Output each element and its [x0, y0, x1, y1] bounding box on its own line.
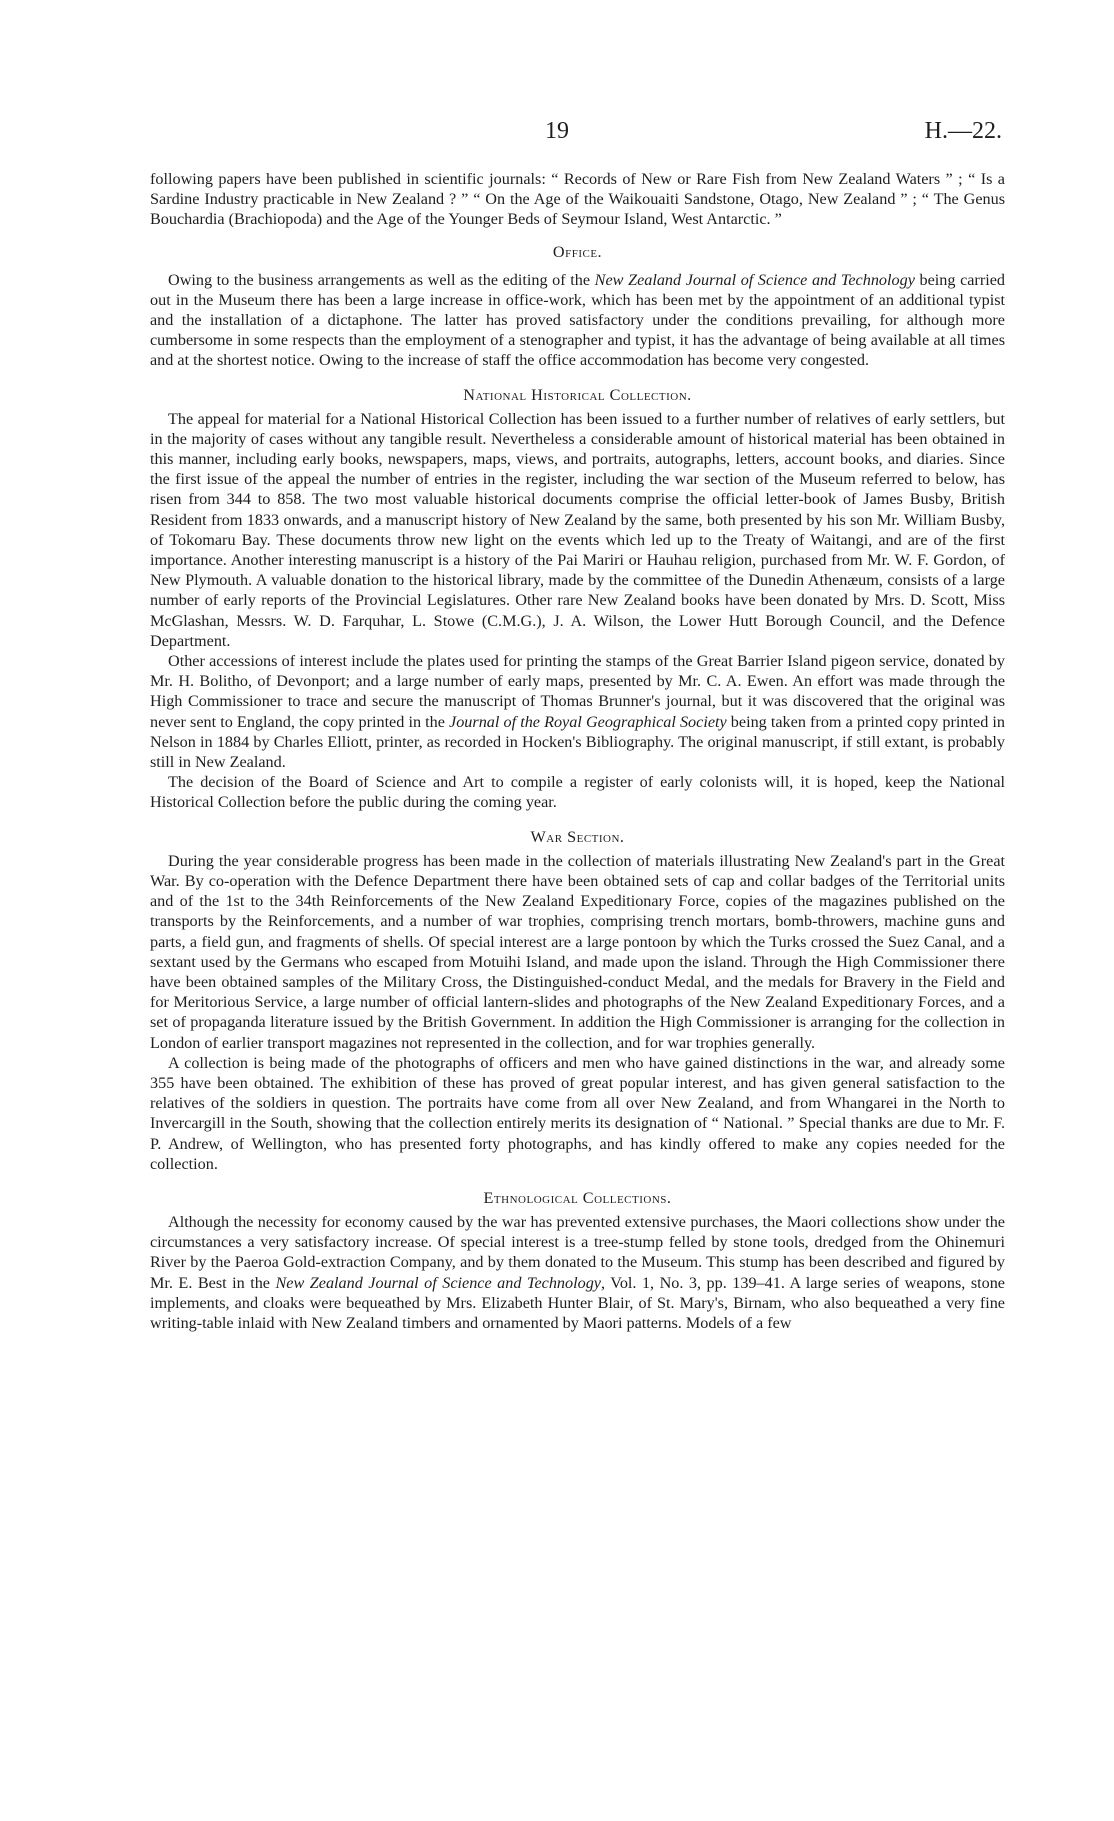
office-paragraph [150, 270, 1005, 371]
war-heading: War Section. [530, 827, 625, 846]
text-column [150, 169, 1005, 1333]
national-p2-end: being taken from a printed copy printed in Nelson in 1884 by Charles Elliott, printer, as recorded in Hocken's Bibliography. The original manuscript, if still extant, is probably still in New Zealand. [150, 712, 1005, 772]
national-p2-journal: Journal of the Royal Geographical Society [449, 712, 727, 731]
office-journal-title: New Zealand Journal of Science and Technology [594, 270, 915, 289]
national-paragraph-3: The decision of the Board of Science and Art to compile a register of early colonists will, it is hoped, keep the National Historical Collection before the public during the coming year. [150, 773, 1005, 812]
ethnological-paragraph [150, 1212, 1005, 1333]
ethno-text-end: , Vol. 1, No. 3, pp. 139–41. A large series of weapons, stone implements, and cloaks were bequeathed by Mrs. Elizabeth Hunter Blair, of St. Mary's, Birnam, who also bequeathed a very fine writing-table inlaid with New Zealand timbers and ornamented by Maori patterns. Models of a few [150, 1273, 1005, 1332]
ethno-text-start: Although the necessity for economy caused by the war has prevented extensive purchases, the Maori collections show under the circumstances a very satisfactory increase. Of special interest is a tree-stump felled by stone tools, dredged from the Ohinemuri River by the Paeroa Gold-extraction Company, and by them donated to the Museum. This stump has been described and figured by Mr. E. Best in the [150, 1212, 1005, 1292]
ethno-journal-title: New Zealand Journal of Science and Technology [275, 1273, 601, 1292]
office-text-start: Owing to the business arrangements as well as the editing of the [168, 270, 595, 289]
national-paragraph-2 [150, 651, 1005, 772]
document-reference: H.—22. [924, 118, 1002, 144]
ethnological-heading: Ethnological Collections. [483, 1188, 672, 1207]
national-heading: National Historical Collection. [463, 385, 692, 404]
page-number: 19 [545, 118, 569, 144]
office-text-end: being carried out in the Museum there has been a large increase in office-work, which has been met by the appointment of an additional typist and the installation of a dictaphone. The latter has proved satisfactory under the conditions prevailing, for although more cumbersome in some respects than the employment of a stenographer and typist, it has the advantage of being available at all times and at the shortest notice. Owing to the increase of staff the office accommodation has become very congested. [150, 270, 1005, 370]
office-heading: Office. [552, 242, 603, 261]
war-paragraph-1: During the year considerable progress has been made in the collection of materials illustrating New Zealand's part in the Great War. By co-operation with the Defence Department there have been obtained sets of cap and collar badges of the Territorial units and of the 1st to the 34th Reinforcements of the New Zealand Expeditionary Force, copies of the magazines published on the transports by the Reinforcements, and a number of war trophies, comprising trench mortars, bomb-throwers, machine guns and parts, a field gun, and fragments of shells. Of special interest are a large pontoon by which the Turks crossed the Suez Canal, and a sextant used by the Germans who escaped from Motuihi Island, and made upon the island. Through the High Commissioner there have been obtained samples of the Military Cross, the Distinguished-conduct Medal, and the medals for Bravery in the Field and for Meritorious Service, a large number of official lantern-slides and photographs of the New Zealand Expeditionary Forces, and a set of propaganda literature issued by the British Government. In addition the High Commissioner is arranging for the collection in London of earlier transport magazines not represented in the collection, and for war trophies generally. [150, 851, 1005, 1052]
national-p2-start: Other accessions of interest include the plates used for printing the stamps of the Great Barrier Island pigeon service, donated by Mr. H. Bolitho, of Devonport; and a large number of early maps, presented by Mr. C. A. Ewen. An effort was made through the High Commissioner to trace and secure the manuscript of Thomas Brunner's journal, but it was discovered that the original was never sent to England, the copy printed in the [150, 652, 1005, 731]
war-paragraph-2: A collection is being made of the photographs of officers and men who have gained distinctions in the war, and already some 355 have been obtained. The exhibition of these has proved of great popular interest, and has given general satisfaction to the relatives of the soldiers in question. The portraits have come from all over New Zealand, and from Whangarei in the North to Invercargill in the South, showing that the collection entirely merits its designation of “ National. ” Special thanks are due to Mr. F. P. Andrew, of Wellington, who has presented forty photographs, and has kindly offered to make any copies needed for the collection. [150, 1053, 1005, 1173]
intro-paragraph: following papers have been published in scientific journals: “ Records of New or Rare Fish from New Zealand Waters ” ; “ Is a Sardine Industry practicable in New Zealand ? ” “ On the Age of the Waikouaiti Sandstone, Otago, New Zealand ” ; “ The Genus Bouchardia (Brachiopoda) and the Age of the Younger Beds of Seymour Island, West Antarctic. ” [150, 170, 1005, 229]
national-paragraph-1: The appeal for material for a National Historical Collection has been issued to a further number of relatives of early settlers, but in the majority of cases without any tangible result. Nevertheless a considerable amount of historical material has been obtained in this manner, including early books, newspapers, maps, views, and portraits, autographs, letters, account books, and diaries. Since the first issue of the appeal the number of entries in the register, including the war section of the Museum referred to below, has risen from 344 to 858. The two most valuable historical documents comprise the official letter-book of James Busby, British Resident from 1833 onwards, and a manuscript history of New Zealand by the same, both presented by his son Mr. William Busby, of Tokomaru Bay. These documents throw new light on the events which led up to the Treaty of Waitangi, and are of the first importance. Another interesting manuscript is a history of the Pai Mariri or Hauhau religion, purchased from Mr. W. F. Gordon, of New Plymouth. A valuable donation to the historical library, made by the committee of the Dunedin Athenæum, consists of a large number of early reports of the Provincial Legislatures. Other rare New Zealand books have been donated by Mrs. D. Scott, Miss McGlashan, Messrs. W. D. Farquhar, L. Stowe (C.M.G.), J. A. Wilson, the Lower Hutt Borough Council, and the Defence Department. [150, 409, 1005, 650]
